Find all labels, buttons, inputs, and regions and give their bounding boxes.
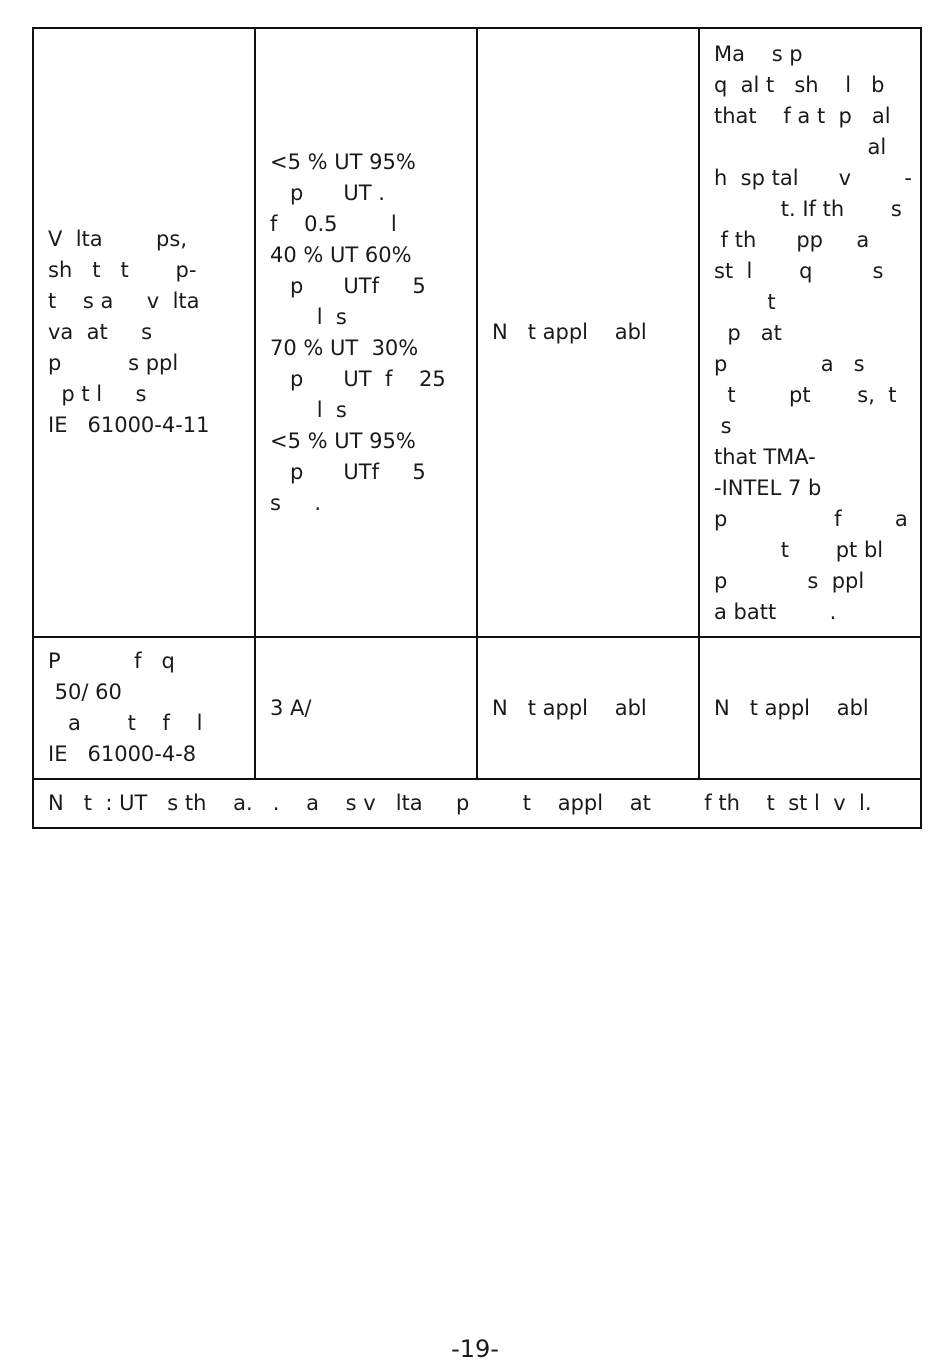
guidance-cell: Ma s p q al t sh l b that f a t p al al h sp tal v - t. If th s f th pp a st l q s t p at p a s t pt s, t s that TMA- -INTEL 7 b p f a t pt bl p s ppl a batt . [699, 28, 921, 637]
table-note: N t : UT s th a. . a s v lta p t appl at f th t st l v l. [33, 779, 921, 828]
test-level-cell: <5 % UT 95% p UT . f 0.5 l 40 % UT 60% p UTf 5 l s 70 % UT 30% p UT f 25 l s <5 % UT 95% p UTf 5 s . [255, 28, 477, 637]
compliance-cell: N t appl abl [477, 637, 699, 779]
guidance-cell: N t appl abl [699, 637, 921, 779]
phenomenon-cell: V lta ps, sh t t p- t s a v lta va at s p s ppl p t l s IE 61000-4-11 [33, 28, 255, 637]
immunity-test-table [32, 27, 922, 829]
test-level-cell: 3 A/ [255, 637, 477, 779]
table-row [33, 637, 921, 779]
compliance-cell: N t appl abl [477, 28, 699, 637]
page-number: -19- [451, 1335, 499, 1363]
note-row [33, 779, 921, 828]
table-row [33, 28, 921, 637]
phenomenon-cell: P f q 50/ 60 a t f l IE 61000-4-8 [33, 637, 255, 779]
